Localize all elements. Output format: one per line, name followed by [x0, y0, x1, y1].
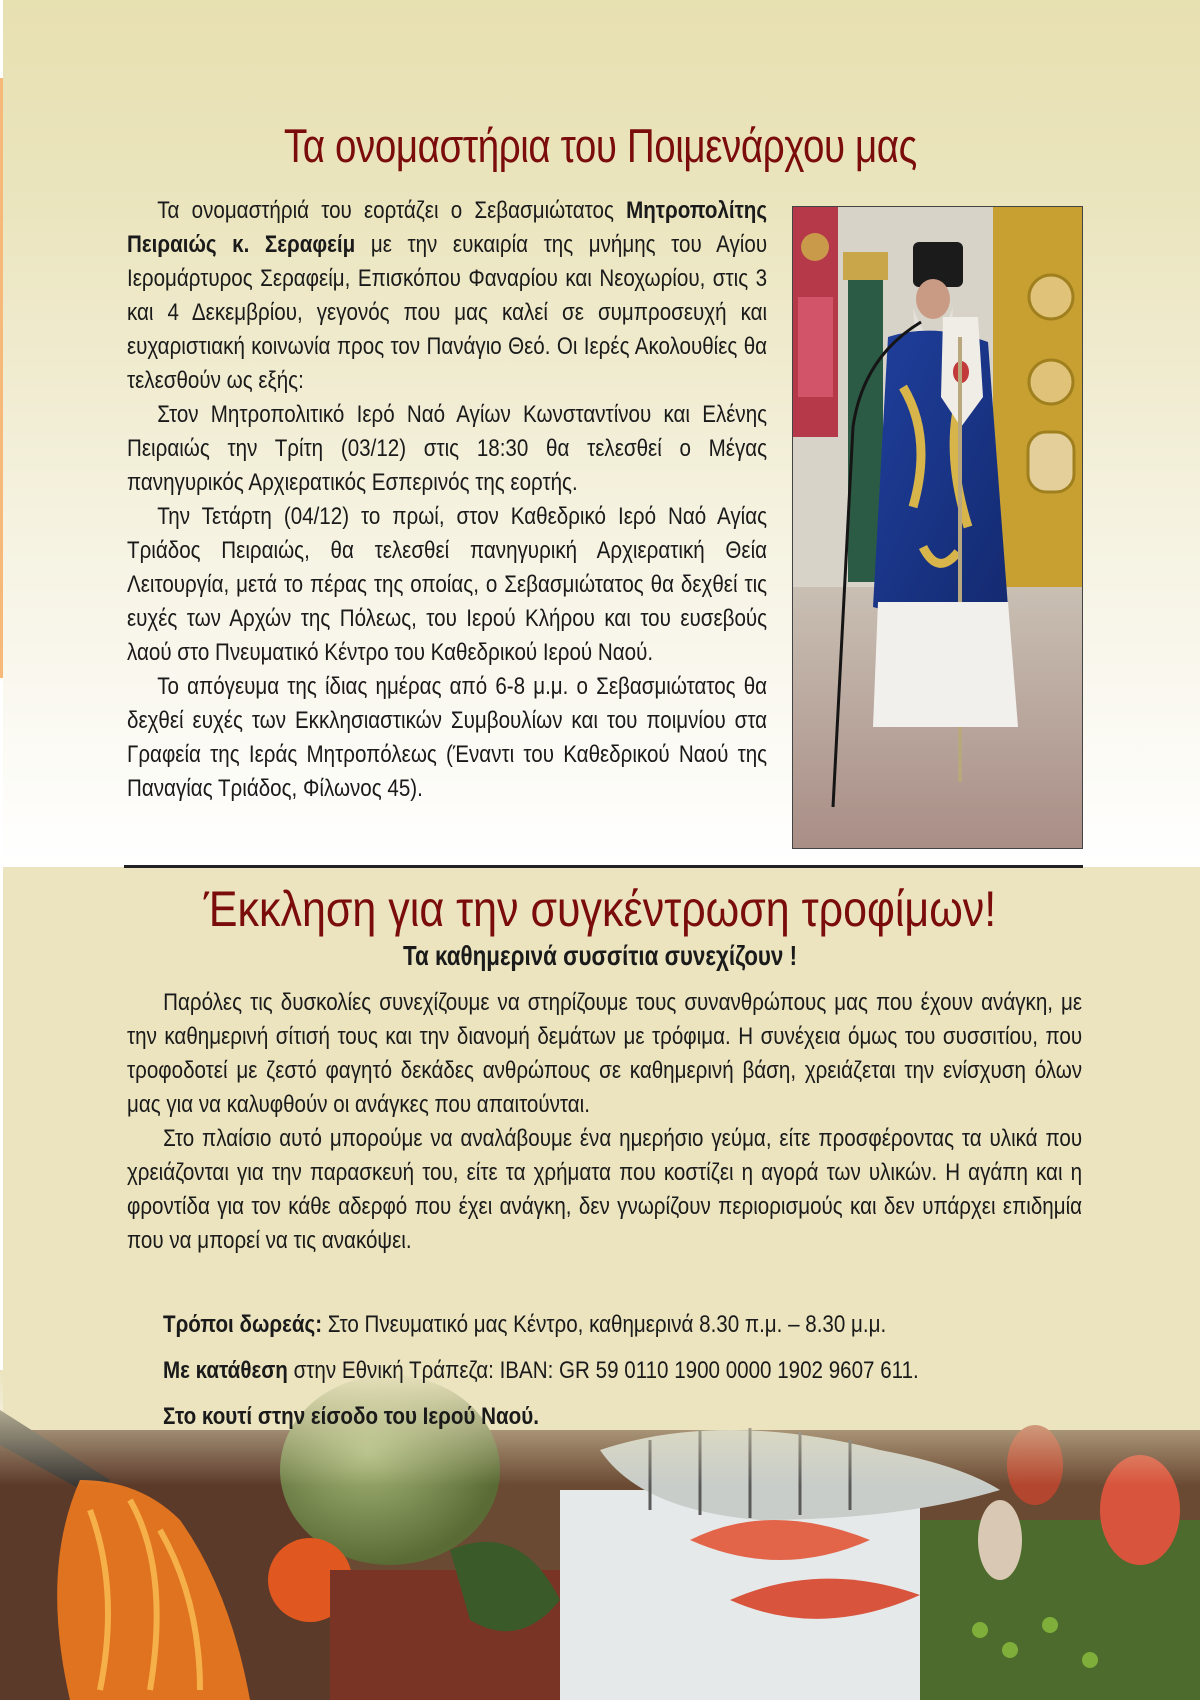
- donation-label: Με κατάθεση: [163, 1357, 288, 1384]
- icon-halo: [801, 233, 829, 261]
- icon-roundel: [1029, 275, 1073, 319]
- text: Τα ονομαστήριά του εορτάζει ο Σεβασμιώτατος: [157, 197, 627, 224]
- donation-row-box: [163, 1400, 1112, 1446]
- column-capital: [843, 252, 888, 280]
- icon-figure: [798, 297, 833, 397]
- photo-illustration: [793, 207, 1082, 848]
- white-robe-hem: [873, 602, 1018, 727]
- article-subtitle: Τα καθημερινά συσσίτια συνεχίζουν !: [402, 940, 798, 971]
- text: με την ευκαιρία της μνήμης του Αγίου Ιερομάρτυρος Σεραφείμ, Επισκόπου Φαναρίου και Νεοχωρίου, στις 3 και 4 Δεκεμβρίου, γεγονός που μας καλεί σε συμπροσευχή και ευχαριστιακή κοινωνία προς τον Πανάγιο Θεό. Οι Ιερές Ακολουθίες θα τελεσθούν ως εξής:: [127, 231, 768, 394]
- donation-row-center: [163, 1308, 1112, 1354]
- paragraph: [127, 194, 767, 398]
- face: [916, 279, 950, 319]
- article-body-name-day: [127, 194, 767, 806]
- icon-angel: [1028, 432, 1074, 492]
- donation-label: Στο κουτί στην είσοδο του Ιερού Ναού.: [163, 1403, 539, 1430]
- article-title-name-day: Τα ονομαστήρια του Ποιμενάρχου μας: [283, 119, 917, 172]
- article-body-food-appeal: [127, 986, 1082, 1258]
- donation-methods: [163, 1308, 1113, 1446]
- bold-name: Μητροπολίτης Πειραιώς κ. Σεραφείμ: [127, 197, 768, 258]
- paragraph: Την Τετάρτη (04/12) το πρωί, στον Καθεδρικό Ιερό Ναό Αγίας Τριάδος Πειραιώς, θα τελεσθεί πανηγυρική Αρχιερατική Θεία Λειτουργία, μετά το πέρας της οποίας, ο Σεβασμιώτατος θα δεχθεί τις ευχές των Αρχών της Πόλεως, του Ιερού Κλήρου και του ευσεβούς λαού στο Πνευματικό Κέντρο του Καθεδρικού Ιερού Ναού.: [127, 503, 768, 666]
- article-title-food-appeal: Έκκληση για την συγκέντρωση τροφίμων!: [203, 881, 997, 937]
- icon-roundel: [1029, 360, 1073, 404]
- orange-accent-strip: [0, 78, 3, 678]
- donation-text: Στο Πνευματικό μας Κέντρο, καθημερινά 8.30 π.μ. – 8.30 μ.μ.: [322, 1311, 887, 1338]
- donation-row-bank: [163, 1354, 1112, 1400]
- metropolitan-photo: [792, 206, 1083, 849]
- blue-vestments: [873, 331, 1008, 617]
- donation-label: Τρόποι δωρεάς:: [163, 1311, 323, 1338]
- iconostasis-gold: [993, 207, 1082, 627]
- paragraph: Το απόγευμα της ίδιας ημέρας από 6-8 μ.μ. ο Σεβασμιώτατος θα δεχθεί ευχές των Εκκλησιαστικών Συμβουλίων και του ποιμνίου στα Γραφεία της Ιεράς Μητροπόλεως (Έναντι του Καθεδρικού Ναού της Παναγίας Τριάδος, Φίλωνος 45).: [127, 673, 768, 802]
- donation-iban-text: στην Εθνική Τράπεζα: IBAN: GR 59 0110 1900 0000 1902 9607 611.: [287, 1357, 919, 1384]
- paragraph: Στο πλαίσιο αυτό μπορούμε να αναλάβουμε ένα ημερήσιο γεύμα, είτε προσφέροντας τα υλικά που χρειάζονται για την παρασκευή του, είτε τα χρήματα που κοστίζει η αγορά των υλικών. Η αγάπη και η φροντίδα για τον κάθε αδερφό που έχει ανάγκη, δεν γνωρίζουν περιορισμούς και δεν υπάρχει επιδημία που να μπορεί να τις ανακόψει.: [127, 1125, 1083, 1254]
- paragraph: Παρόλες τις δυσκολίες συνεχίζουμε να στηρίζουμε τους συνανθρώπους μας που έχουν ανάγκη, με την καθημερινή σίτισή τους και την διανομή δεμάτων με τρόφιμα. Η συνέχεια όμως του συσσιτίου, που τροφοδοτεί με ζεστό φαγητό δεκάδες ανθρώπους σε καθημερινή βάση, χρειάζεται την ενίσχυση όλων μας για να καλυφθούν οι ανάγκες που απαιτούνται.: [127, 989, 1083, 1118]
- paragraph: Στον Μητροπολιτικό Ιερό Ναό Αγίων Κωνσταντίνου και Ελένης Πειραιώς την Τρίτη (03/12) στις 18:30 θα τελεσθεί ο Μέγας πανηγυρικός Αρχιερατικός Εσπερινός της εορτής.: [127, 401, 768, 496]
- section-divider: [124, 865, 1083, 868]
